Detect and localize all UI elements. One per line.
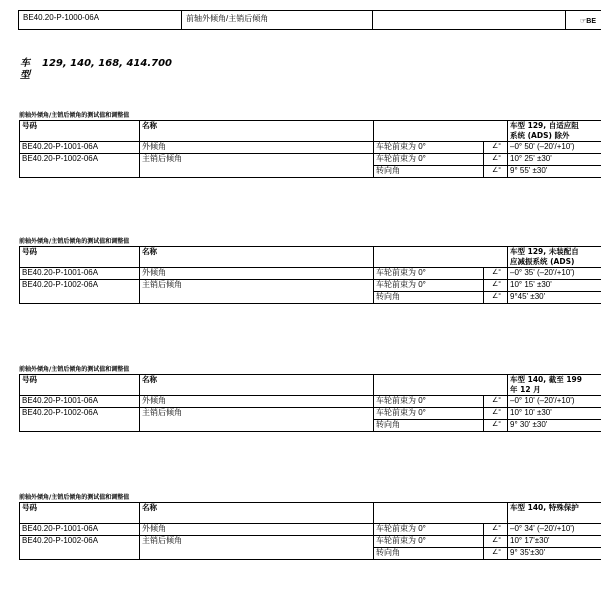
angle-unit-icon: ∠° bbox=[484, 396, 508, 408]
table-row: BE40.20-P-1001-06A 外倾角 车轮前束为 0° ∠° –0° 34' (–20'/+10') bbox=[20, 524, 601, 536]
table-row: BE40.20-P-1002-06A 主销后倾角 车轮前束为 0° ∠° 10° 10' ±30' bbox=[20, 408, 601, 420]
col-code-header: 号码 bbox=[20, 121, 140, 142]
table-row: 转向角 ∠° 9° 35'±30' bbox=[20, 548, 601, 560]
table-header-row bbox=[20, 503, 601, 524]
model-line bbox=[20, 58, 172, 82]
col-code-header: 号码 bbox=[20, 503, 140, 524]
document-header-bar bbox=[18, 10, 601, 30]
angle-unit-icon: ∠° bbox=[484, 292, 508, 304]
spec-section-4 bbox=[19, 494, 601, 560]
condition-header: 车型 129, 自适应阻 系统 (ADS) 除外 bbox=[508, 121, 601, 142]
table-header-row bbox=[20, 121, 601, 142]
col-name-header: 名称 bbox=[140, 375, 374, 396]
table-header-row bbox=[20, 247, 601, 268]
table-header-row bbox=[20, 375, 601, 396]
spec-table bbox=[19, 374, 601, 432]
table-row: 转向角 ∠° 9°45' ±30' bbox=[20, 292, 601, 304]
table-row: BE40.20-P-1002-06A 主销后倾角 车轮前束为 0° ∠° 10° 17'±30' bbox=[20, 536, 601, 548]
spec-section-2 bbox=[19, 238, 601, 304]
table-row: 转向角 ∠° 9° 30' ±30' bbox=[20, 420, 601, 432]
table-row: BE40.20-P-1001-06A 外倾角 车轮前束为 0° ∠° –0° 10' (–20'/+10') bbox=[20, 396, 601, 408]
section-caption: 前轴外倾角/主销后倾角的测试值和调整值 bbox=[19, 494, 130, 501]
col-name-header: 名称 bbox=[140, 503, 374, 524]
header-ref-cell bbox=[566, 11, 601, 29]
model-label-2: 型 bbox=[20, 70, 30, 81]
angle-unit-icon: ∠° bbox=[484, 154, 508, 166]
angle-unit-icon: ∠° bbox=[484, 548, 508, 560]
section-caption: 前轴外倾角/主销后倾角的测试值和调整值 bbox=[19, 238, 130, 245]
model-label-1: 车 bbox=[20, 58, 30, 69]
header-title: 前轴外倾角/主销后倾角 bbox=[182, 11, 373, 29]
model-values: 129, 140, 168, 414.700 bbox=[42, 58, 173, 69]
spec-table bbox=[19, 502, 601, 560]
section-caption: 前轴外倾角/主销后倾角的测试值和调整值 bbox=[19, 366, 130, 373]
angle-unit-icon: ∠° bbox=[484, 166, 508, 178]
angle-unit-icon: ∠° bbox=[484, 536, 508, 548]
angle-unit-icon: ∠° bbox=[484, 142, 508, 154]
table-row: BE40.20-P-1002-06A 主销后倾角 车轮前束为 0° ∠° 10° 15' ±30' bbox=[20, 280, 601, 292]
header-doc-id: BE40.20-P-1000-06A bbox=[19, 11, 182, 29]
spec-table bbox=[19, 120, 601, 178]
col-name-header: 名称 bbox=[140, 247, 374, 268]
col-code-header: 号码 bbox=[20, 247, 140, 268]
reference-link[interactable]: ☞BE bbox=[580, 18, 596, 25]
spec-section-3 bbox=[19, 366, 601, 432]
section-caption: 前轴外倾角/主销后倾角的测试值和调整值 bbox=[19, 112, 130, 119]
angle-unit-icon: ∠° bbox=[484, 420, 508, 432]
angle-unit-icon: ∠° bbox=[484, 408, 508, 420]
table-row: 转向角 ∠° 9° 55' ±30' bbox=[20, 166, 601, 178]
header-blank bbox=[373, 11, 566, 29]
angle-unit-icon: ∠° bbox=[484, 524, 508, 536]
col-name-header: 名称 bbox=[140, 121, 374, 142]
condition-header: 车型 140, 截至 199 年 12 月 bbox=[508, 375, 601, 396]
condition-header: 车型 129, 未装配自 应减振系统 (ADS) bbox=[508, 247, 601, 268]
table-row: BE40.20-P-1001-06A 外倾角 车轮前束为 0° ∠° –0° 35' (–20'/+10') bbox=[20, 268, 601, 280]
spec-section-1 bbox=[19, 112, 601, 178]
col-code-header: 号码 bbox=[20, 375, 140, 396]
condition-header: 车型 140, 特殊保护 bbox=[508, 503, 601, 524]
angle-unit-icon: ∠° bbox=[484, 268, 508, 280]
angle-unit-icon: ∠° bbox=[484, 280, 508, 292]
table-row: BE40.20-P-1002-06A 主销后倾角 车轮前束为 0° ∠° 10° 25' ±30' bbox=[20, 154, 601, 166]
table-row: BE40.20-P-1001-06A 外倾角 车轮前束为 0° ∠° –0° 50' (–20'/+10') bbox=[20, 142, 601, 154]
spec-table bbox=[19, 246, 601, 304]
